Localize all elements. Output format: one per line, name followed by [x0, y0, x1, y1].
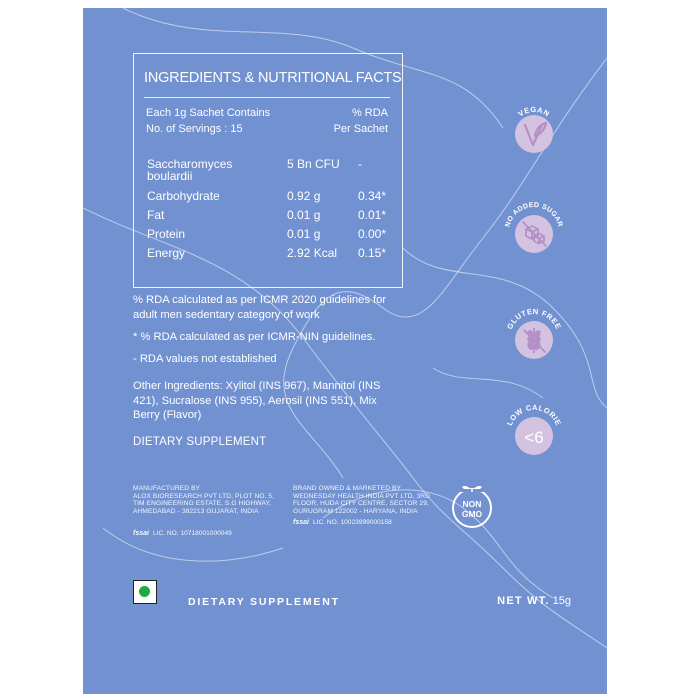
nutrition-title: INGREDIENTS & NUTRITIONAL FACTS	[144, 70, 402, 86]
nutrient-amount: 0.01 g	[287, 227, 321, 241]
label-panel	[83, 8, 607, 694]
dietary-supplement-label: DIETARY SUPPLEMENT	[133, 436, 267, 448]
nutrient-row	[147, 189, 387, 203]
nutrient-name: Carbohydrate	[147, 189, 220, 203]
nutrition-facts-table	[133, 53, 403, 288]
badge-label: GLUTEN FREE	[504, 306, 564, 331]
low-calorie-badge	[498, 394, 570, 466]
nutrient-row	[147, 227, 387, 241]
vegetarian-mark-icon	[133, 580, 157, 604]
nutrient-name: Fat	[147, 208, 165, 222]
nutrient-row	[147, 246, 387, 260]
fssai-logo: fssai	[293, 519, 309, 526]
badge-label: VEGAN	[516, 104, 552, 119]
other-ingredients: Other Ingredients: Xylitol (INS 967), Mannitol (INS 421), Sucralose (INS 955), Aerosil (INS 551), Mix Berry (Flavor)	[133, 380, 381, 421]
nutrient-row	[147, 208, 387, 222]
nutrient-name: boulardii	[147, 169, 193, 183]
no-added-sugar-badge	[498, 192, 570, 264]
manufacturer-block	[133, 485, 283, 515]
net-weight-label: NET WT.	[497, 595, 550, 607]
badge-label: LOW CALORIE	[504, 402, 564, 427]
nutrient-amount: 5 Bn CFU	[287, 157, 340, 171]
nutrient-rda: 0.34*	[358, 189, 387, 203]
marketer-heading: BRAND OWNED & MARKETED BY	[293, 485, 402, 492]
manufacturer-heading: MANUFACTURED BY	[133, 485, 201, 492]
nutrient-amount: 2.92 Kcal	[287, 246, 338, 260]
nutrient-rda: 0.00*	[358, 227, 387, 241]
rda-header: % RDA	[351, 107, 388, 119]
title-divider	[144, 97, 390, 98]
nutrient-row-continuation	[147, 169, 192, 183]
gluten-free-badge	[498, 298, 570, 370]
vegan-badge	[498, 94, 570, 166]
rda-not-established-note: - RDA values not established	[133, 353, 277, 365]
nutrient-rda: 0.15*	[358, 246, 387, 260]
nutrient-name: Energy	[147, 246, 186, 260]
marketer-license-number: LIC. NO. 10023999000158	[312, 519, 392, 526]
icmr-note: * % RDA calculated as per ICMR-NIN guidelines.	[133, 331, 376, 343]
marketer-block	[293, 485, 443, 515]
manufacturer-license	[133, 530, 232, 537]
nutrient-name: Saccharomyces	[147, 157, 233, 171]
nutrient-rda: 0.01*	[358, 208, 387, 222]
serving-size-label: Each 1g Sachet Contains	[146, 107, 271, 119]
net-weight	[497, 595, 571, 607]
nutrient-name: Protein	[147, 227, 186, 241]
non-gmo-line2: GMO	[461, 509, 483, 519]
net-weight-value: 15g	[552, 595, 571, 607]
nutrient-rda: -	[358, 157, 362, 171]
marketer-license	[293, 519, 392, 526]
badge-label: NO ADDED SUGAR	[504, 201, 564, 228]
nutrient-amount: 0.92 g	[287, 189, 321, 203]
footer-dietary-supplement: DIETARY SUPPLEMENT	[188, 596, 340, 608]
less-than-6-icon: <6	[524, 428, 544, 447]
non-gmo-line1: NON	[462, 499, 482, 509]
manufacturer-address: ALOX BIORESEARCH PVT LTD, PLOT NO. 5, TIM ENGINEERING ESTATE, S.G HIGHWAY, AHMEDABAD - 382213 GUJARAT, INDIA	[133, 492, 275, 515]
servings-label: No. of Servings : 15	[146, 123, 243, 135]
nutrient-amount: 0.01 g	[287, 208, 321, 222]
rda-note: % RDA calculated as per ICMR 2020 guidelines for adult men sedentary category of work	[133, 294, 387, 321]
marketer-address: WEDNESDAY HEALTH INDIA PVT LTD, 3RD FLOOR, HUDA CITY CENTRE, SECTOR 29, GURUGRAM 122002 - HARYANA, INDIA	[293, 492, 430, 515]
non-gmo-icon	[449, 482, 495, 530]
manufacturer-license-number: LIC. NO. 10718001000049	[152, 530, 232, 537]
fssai-logo: fssai	[133, 530, 149, 537]
per-sachet-header: Per Sachet	[333, 123, 388, 135]
